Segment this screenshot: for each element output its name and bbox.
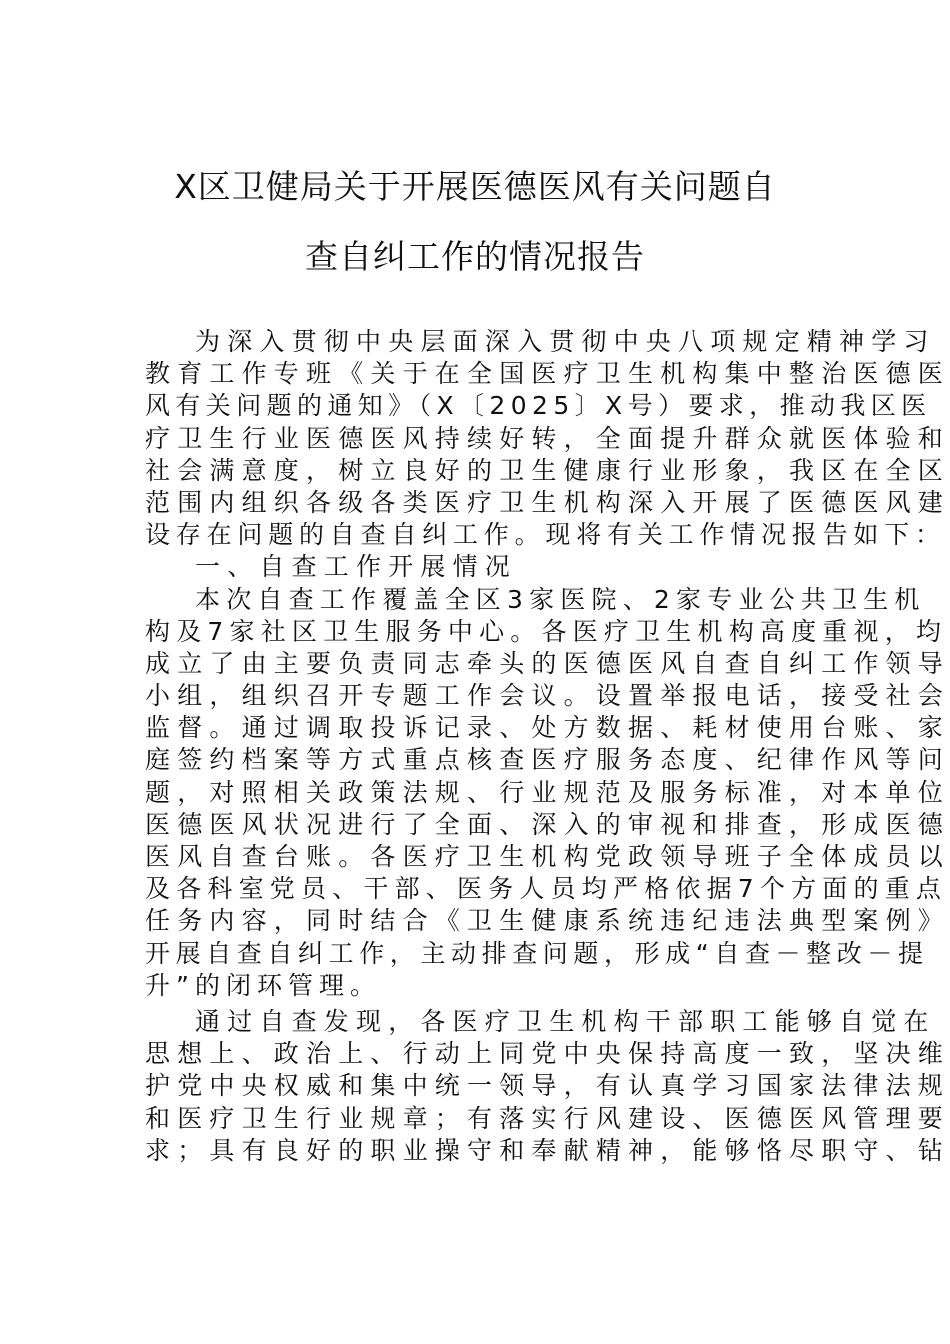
text-line: 成立了由主要负责同志牵头的医德医风自查自纠工作领导 <box>145 648 950 678</box>
text-line: 监督。通过调取投诉记录、处方数据、耗材使用台账、家 <box>145 713 950 743</box>
text-line: 教育工作专班《关于在全国医疗卫生机构集中整治医德医 <box>145 359 950 389</box>
paragraph-section-1-2 <box>145 1006 950 1167</box>
text-line: 通过自查发现，各医疗卫生机构干部职工能够自觉在 <box>195 1006 936 1036</box>
text-line: 构及7家社区卫生服务中心。各医疗卫生机构高度重视，均 <box>145 616 948 646</box>
text-line: 升”的闭环管理。 <box>145 970 381 1000</box>
paragraph-intro <box>145 326 950 551</box>
text-line: 任务内容，同时结合《卫生健康系统违纪违法典型案例》 <box>145 906 950 936</box>
text-line: 社会满意度，树立良好的卫生健康行业形象，我区在全区 <box>145 455 950 485</box>
text-line: 和医疗卫生行业规章；有落实行风建设、医德医风管理要 <box>145 1103 950 1133</box>
document-title-line-1: X区卫健局关于开展医德医风有关问题自 <box>174 167 776 206</box>
text-line: 设存在问题的自查自纠工作。现将有关工作情况报告如下： <box>145 520 946 550</box>
text-line: 及各科室党员、干部、医务人员均严格依据7个方面的重点 <box>145 874 948 904</box>
document-body <box>145 326 950 1167</box>
paragraph-section-1-1 <box>145 584 950 1002</box>
document-title-line-2: 查自纠工作的情况报告 <box>305 237 645 276</box>
text-line: 为深入贯彻中央层面深入贯彻中央八项规定精神学习 <box>195 327 936 356</box>
text-line: 题，对照相关政策法规、行业规范及服务标准，对本单位 <box>145 777 950 807</box>
text-line: 开展自查自纠工作，主动排查问题，形成“自查－整改－提 <box>145 938 929 968</box>
text-line: 医德医风状况进行了全面、深入的审视和排查，形成医德 <box>145 809 950 839</box>
text-line: 小组，组织召开专题工作会议。设置举报电话，接受社会 <box>145 681 950 711</box>
text-line: 疗卫生行业医德医风持续好转，全面提升群众就医体验和 <box>145 423 950 453</box>
text-line: 思想上、政治上、行动上同党中央保持高度一致，坚决维 <box>145 1039 950 1069</box>
text-line: 范围内组织各级各类医疗卫生机构深入开展了医德医风建 <box>145 487 950 517</box>
text-line: 医风自查台账。各医疗卫生机构党政领导班子全体成员以 <box>145 842 950 871</box>
text-line: 护党中央权威和集中统一领导，有认真学习国家法律法规 <box>145 1071 950 1101</box>
text-line: 庭签约档案等方式重点核查医疗服务态度、纪律作风等问 <box>145 745 950 775</box>
heading-text: 一、自查工作开展情况 <box>195 552 518 582</box>
text-line: 风有关问题的通知》（X〔2025〕X号）要求，推动我区医 <box>145 391 932 421</box>
text-line: 本次自查工作覆盖全区3家医院、2家专业公共卫生机 <box>195 584 926 614</box>
text-line: 求；具有良好的职业操守和奉献精神，能够恪尽职守、钻 <box>145 1135 950 1165</box>
section-heading-1 <box>145 551 807 583</box>
